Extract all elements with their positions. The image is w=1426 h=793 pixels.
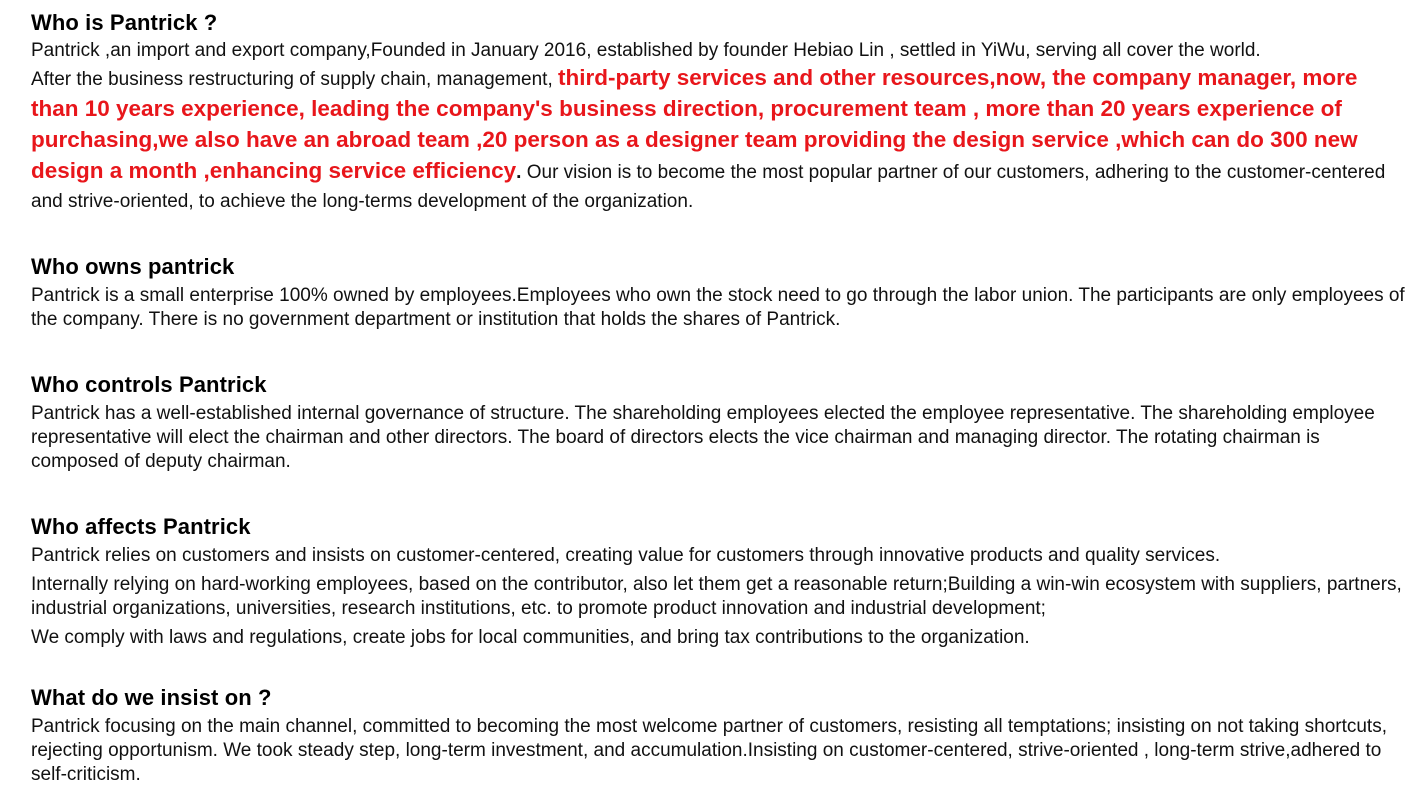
section-heading: Who is Pantrick ? — [31, 10, 218, 35]
company-description — [31, 63, 1406, 216]
ownership-paragraph: Pantrick is a small enterprise 100% owned by employees.Employees who own the stock need to go through the labor union. The participants are only employees of the company. There is no government department or institution that holds the shares of Pantrick. — [31, 285, 1405, 330]
highlighted-text: third-party services and other resources,now, the company manager, more than 10 years experience, leading the company's business direction, procurement team , more than 20 years experience of purchasing,we also have an abroad team ,20 person as a designer team providing the design service ,which can do 300 new design a month ,enhancing service efficiency — [31, 65, 1358, 183]
compliance-paragraph: We comply with laws and regulations, create jobs for local communities, and bring tax contributions to the organization. — [31, 627, 1030, 648]
section-who-controls-pantrick — [31, 370, 1406, 474]
section-heading: What do we insist on ? — [31, 685, 272, 710]
section-who-owns-pantrick — [31, 252, 1406, 332]
section-heading: Who controls Pantrick — [31, 372, 267, 397]
governance-paragraph: Pantrick has a well-established internal governance of structure. The shareholding employees elected the employee representative. The shareholding employee representative will elect the chairman and other directors. The board of directors elects the vice chairman and managing director. The rotating chairman is composed of deputy chairman. — [31, 403, 1375, 472]
intro-text: After the business restructuring of supply chain, management, — [31, 69, 558, 90]
vision-text: Our vision is to become the most popular partner of our customers, adhering to the customer-centered and strive-oriented, to achieve the long-terms development of the organization. — [31, 162, 1386, 212]
company-intro-line: Pantrick ,an import and export company,Founded in January 2016, established by founder Hebiao Lin , settled in YiWu, serving all cover the world. — [31, 40, 1261, 61]
period: . — [516, 162, 527, 183]
customers-paragraph: Pantrick relies on customers and insists on customer-centered, creating value for customers through innovative products and quality services. — [31, 545, 1221, 566]
section-heading: Who affects Pantrick — [31, 514, 251, 539]
section-what-we-insist-on — [31, 683, 1406, 787]
section-heading: Who owns pantrick — [31, 254, 235, 279]
principles-paragraph: Pantrick focusing on the main channel, committed to becoming the most welcome partner of customers, resisting all temptations; insisting on not taking shortcuts, rejecting opportunism. We took steady step, long-term investment, and accumulation.Insisting on customer-centered, strive-oriented , long-term strive,adhered to self-criticism. — [31, 716, 1387, 785]
employees-paragraph: Internally relying on hard-working employees, based on the contributor, also let them get a reasonable return;Building a win-win ecosystem with suppliers, partners, industrial organizations, universities, research institutions, etc. to promote product innovation and industrial development; — [31, 574, 1402, 619]
section-who-is-pantrick — [31, 8, 1406, 216]
section-who-affects-pantrick — [31, 512, 1406, 650]
